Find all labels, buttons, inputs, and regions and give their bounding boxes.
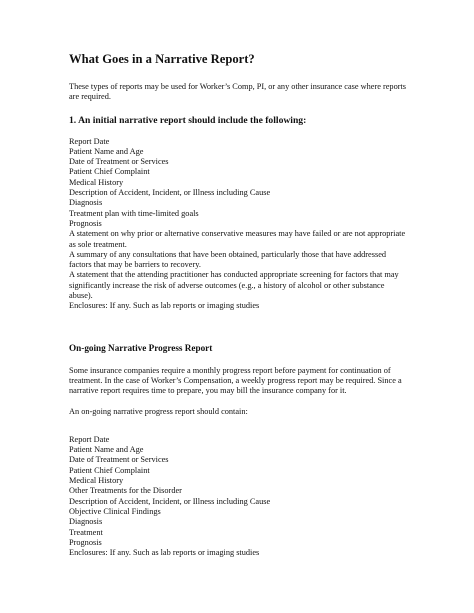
list-item: Treatment — [69, 527, 103, 537]
list-item: Report Date — [69, 434, 110, 444]
list-item: Patient Chief Complaint — [69, 167, 150, 177]
intro-paragraph: These types of reports may be used for Worker’s Comp, PI, or any other insurance case where reports are required. — [69, 82, 407, 102]
list-item: Date of Treatment or Services — [69, 157, 169, 167]
section-progress-heading: On-going Narrative Progress Report — [69, 342, 213, 353]
list-item: Medical History — [69, 476, 124, 486]
list-item: Treatment plan with time-limited goals — [69, 208, 199, 218]
list-item: Description of Accident, Incident, or Illness including Cause — [69, 496, 271, 506]
list-item: Prognosis — [69, 218, 102, 228]
progress-lead: An on-going narrative progress report should contain: — [69, 406, 248, 416]
list-item: Medical History — [69, 177, 124, 187]
list-item: A statement that the attending practitioner has conducted appropriate screening for factors that may significantly increase the risk of adverse outcomes (e.g., a history of alcohol or other substance abuse). — [69, 270, 399, 301]
list-item: Patient Name and Age — [69, 445, 144, 455]
list-item: Patient Name and Age — [69, 146, 144, 156]
document-page — [69, 52, 409, 558]
list-item: Patient Chief Complaint — [69, 465, 150, 475]
list-item: Prognosis — [69, 537, 102, 547]
list-item: Description of Accident, Incident, or Illness including Cause — [69, 188, 271, 198]
progress-paragraph: Some insurance companies require a monthly progress report before payment for continuation of treatment. In the case of Worker’s Compensation, a weekly progress report may be required. Since a narrative report requires time to prepare, you may bill the insurance company for it. — [69, 365, 402, 396]
list-item: Enclosures: If any. Such as lab reports or imaging studies — [69, 548, 260, 558]
list-item: Other Treatments for the Disorder — [69, 486, 182, 496]
section-initial-heading: 1. An initial narrative report should include the following: — [69, 114, 307, 126]
list-item: Enclosures: If any. Such as lab reports or imaging studies — [69, 301, 260, 311]
progress-report-list — [69, 435, 409, 559]
document-title: What Goes in a Narrative Report? — [69, 52, 255, 66]
list-item: Diagnosis — [69, 198, 103, 208]
list-item: Objective Clinical Findings — [69, 506, 161, 516]
list-item: Report Date — [69, 136, 110, 146]
list-item: Date of Treatment or Services — [69, 455, 169, 465]
list-item: A summary of any consultations that have been obtained, particularly those that have addressed factors that may be barriers to recovery. — [69, 249, 387, 270]
list-item: Diagnosis — [69, 517, 103, 527]
initial-report-list — [69, 137, 409, 312]
list-item: A statement on why prior or alternative conservative measures may have failed or are not appropriate as sole treatment. — [69, 229, 406, 249]
